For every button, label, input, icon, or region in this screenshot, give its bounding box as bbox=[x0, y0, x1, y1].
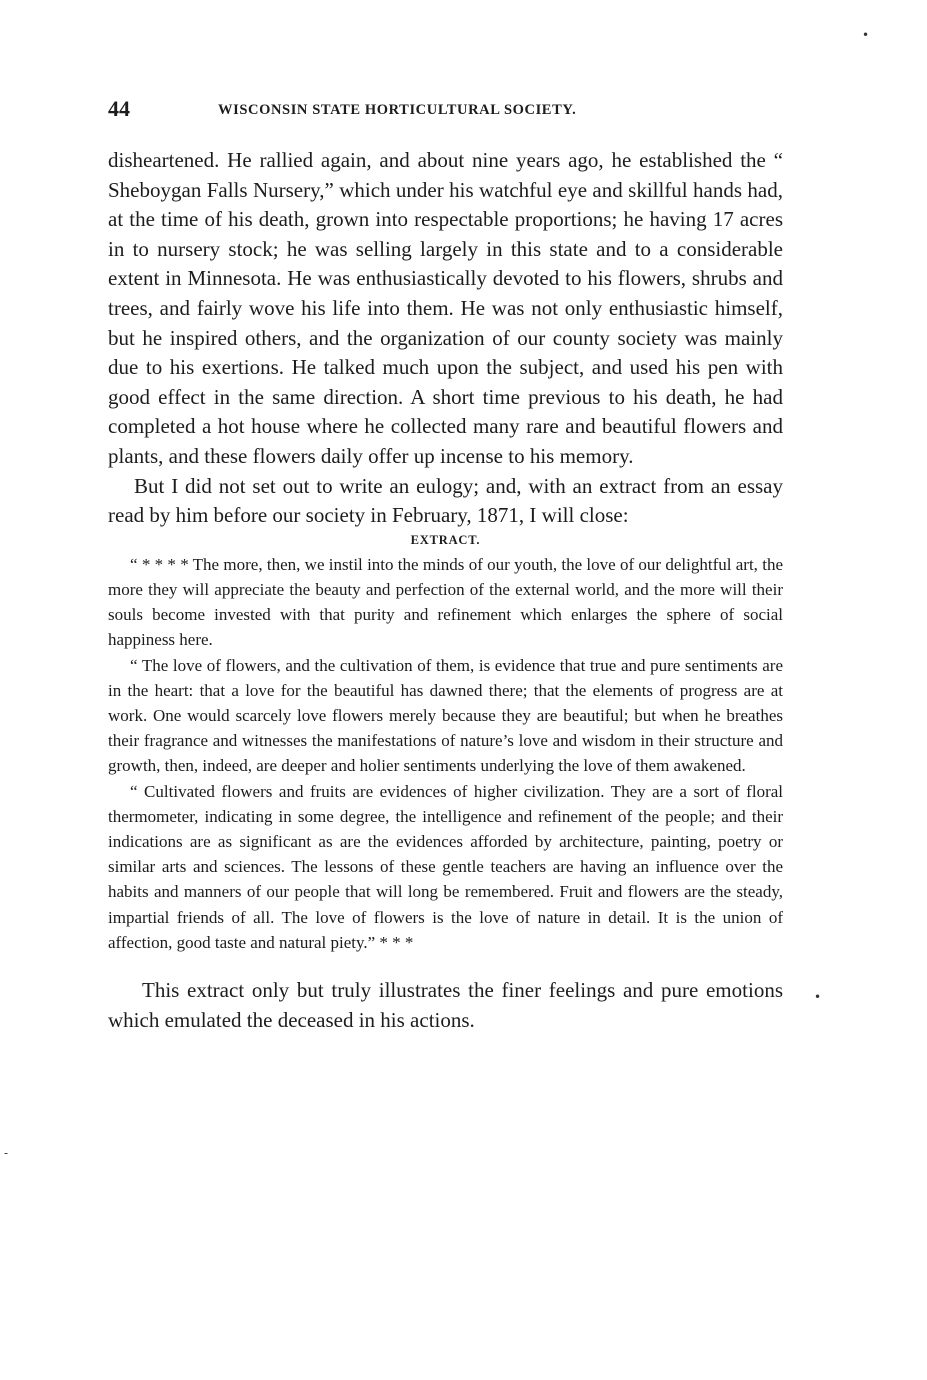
extract-paragraph-2: “ The love of flowers, and the cultivation of them, is evidence that true and pure sentiments are in the heart: that a love for the beautiful has dawned there; that the elements of progress are at work. One would scarcely love flowers merely because they are beautiful; but when he breathes their fragrance and witnesses the manifestations of nature’s love and wisdom in their structure and growth, then, indeed, are deeper and holier sentiments underlying the love of them awakened. bbox=[108, 655, 783, 776]
margin-mark: • bbox=[814, 990, 822, 1004]
extract-paragraph-3: “ Cultivated flowers and fruits are evidences of higher civilization. They are a sort of floral thermometer, indicating in some degree, the intelligence and refinement of the people; and their indications are as significant as are the evidences afforded by architecture, painting, poetry or similar arts and sciences. The lessons of these gentle teachers are having an influence over the habits and manners of our people that will long be remembered. Fruit and flowers are the steady, impartial friends of all. The love of flowers is the love of nature in detail. It is the union of affection, good taste and natural piety.” * * * bbox=[108, 781, 783, 952]
extract-title: EXTRACT. bbox=[410, 532, 481, 547]
margin-mark: - bbox=[4, 1146, 9, 1160]
extract-block bbox=[108, 552, 783, 955]
page-header bbox=[108, 96, 783, 126]
extract-paragraph-1: “ * * * * The more, then, we instil into the minds of our youth, the love of our delightful art, the more they will appreciate the beauty and perfection of the external world, and the more will their souls become invested with that purity and refinement which enlarges the sphere of social happiness here. bbox=[108, 554, 783, 650]
closing-paragraph: This extract only but truly illustrates the finer feelings and pure emotions which emulated the deceased in his actions. bbox=[108, 977, 783, 1032]
page bbox=[108, 96, 783, 1035]
body-text bbox=[108, 146, 783, 531]
running-head: WISCONSIN STATE HORTICULTURAL SOCIETY. bbox=[218, 102, 577, 118]
page-number: 44 bbox=[108, 96, 130, 121]
body-paragraph-2: But I did not set out to write an eulogy; and, with an extract from an essay read by him before our society in February, 1871, I will close: bbox=[108, 473, 783, 528]
body-paragraph-1: disheartened. He rallied again, and about nine years ago, he established the “ Sheboygan Falls Nursery,” which under his watchful eye and skillful hands had, at the time of his death, grown into respectable proportions; he having 17 acres in to nursery stock; he was selling largely in this state and to a considerable extent in Minnesota. He was enthusiastically devoted to his flowers, shrubs and trees, and fairly wove his life into them. He was not only enthusiastic himself, but he inspired others, and the organization of our county society was mainly due to his exertions. He talked much upon the subject, and used his pen with good effect in the same direction. A short time previous to his death, he had completed a hot house where he collected many rare and beautiful flowers and plants, and these flowers daily offer up incense to his memory. bbox=[108, 148, 783, 468]
margin-mark: • bbox=[862, 28, 870, 42]
